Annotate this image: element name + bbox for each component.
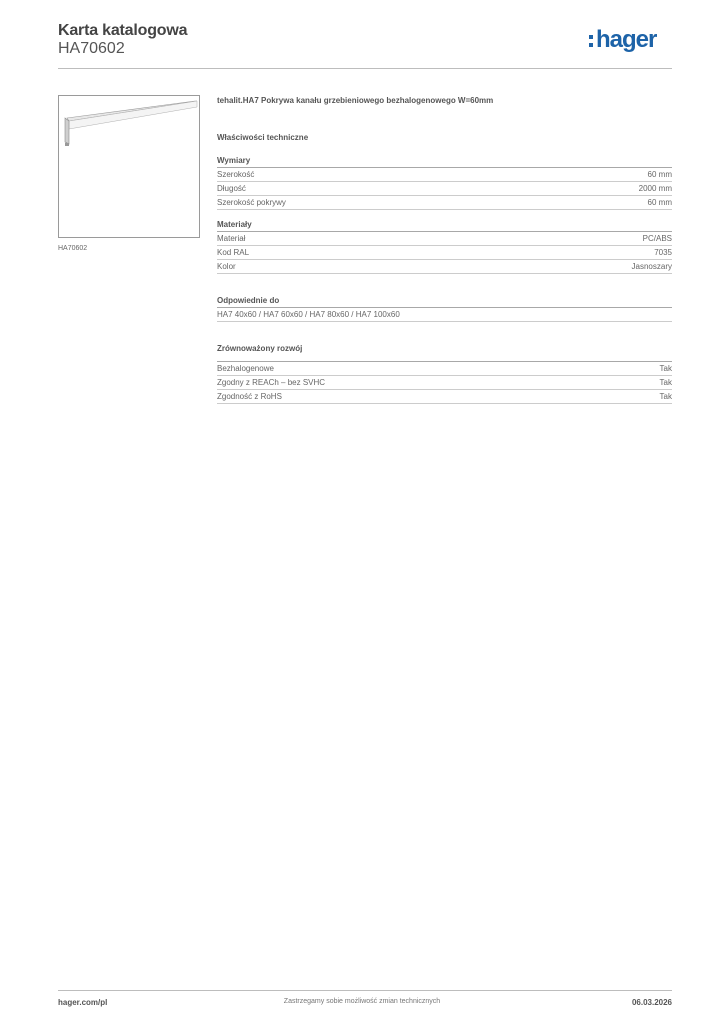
table-row — [217, 246, 672, 260]
row-value: 7035 — [654, 248, 672, 257]
logo-wordmark — [596, 28, 672, 52]
row-label: Zgodność z RoHS — [217, 392, 282, 401]
header-divider — [58, 68, 672, 69]
sustainability-title: Zrównoważony rozwój — [217, 344, 303, 353]
product-title: tehalit.HA7 Pokrywa kanału grzebieniowego bezhalogenowego W=60mm — [217, 96, 494, 105]
product-image — [58, 95, 200, 238]
product-code: HA70602 — [58, 40, 125, 57]
document-title: Karta katalogowa — [58, 22, 188, 39]
table-row — [217, 168, 672, 182]
row-label: Szerokość — [217, 170, 255, 179]
row-label: Kolor — [217, 262, 236, 271]
materials-group — [217, 220, 672, 274]
footer-link[interactable]: hager.com/pl — [58, 998, 108, 1007]
sustainability-group — [217, 344, 672, 404]
logo-dots-icon — [589, 35, 593, 47]
table-row — [217, 362, 672, 376]
footer-divider — [58, 990, 672, 991]
svg-text:hager: hager — [596, 28, 657, 52]
row-label: Szerokość pokrywy — [217, 198, 286, 207]
table-row — [217, 390, 672, 404]
cover-profile-icon — [59, 96, 199, 237]
row-value: Tak — [659, 378, 672, 387]
group-title: Odpowiednie do — [217, 296, 672, 308]
table-row — [217, 182, 672, 196]
table-row — [217, 232, 672, 246]
footer-date: 06.03.2026 — [631, 998, 672, 1007]
image-caption: HA70602 — [58, 245, 88, 252]
dimensions-group — [217, 156, 672, 210]
row-label: Bezhalogenowe — [217, 364, 274, 373]
row-label: Zgodny z REACh – bez SVHC — [217, 378, 326, 387]
suitable-text: HA7 40x60 / HA7 60x60 / HA7 80x60 / HA7 100x60 — [217, 310, 400, 319]
hager-logo[interactable] — [589, 28, 672, 52]
table-row — [217, 260, 672, 274]
suitable-group — [217, 296, 672, 322]
properties-title: Właściwości techniczne — [217, 133, 309, 142]
row-value: Tak — [659, 392, 672, 401]
group-title: Materiały — [217, 220, 672, 232]
row-label: Długość — [217, 184, 246, 193]
row-value: 2000 mm — [638, 184, 672, 193]
footer-disclaimer: Zastrzegamy sobie możliwość zmian technicznych — [283, 998, 441, 1005]
row-value: Tak — [659, 364, 672, 373]
row-value: PC/ABS — [642, 234, 672, 243]
table-row — [217, 196, 672, 210]
group-title: Wymiary — [217, 156, 672, 168]
row-value: 60 mm — [647, 198, 672, 207]
row-label: Kod RAL — [217, 248, 250, 257]
row-value: Jasnoszary — [631, 262, 672, 271]
table-row — [217, 376, 672, 390]
row-value: 60 mm — [647, 170, 672, 179]
table-row — [217, 308, 672, 322]
row-label: Materiał — [217, 234, 246, 243]
product-details — [217, 96, 672, 414]
